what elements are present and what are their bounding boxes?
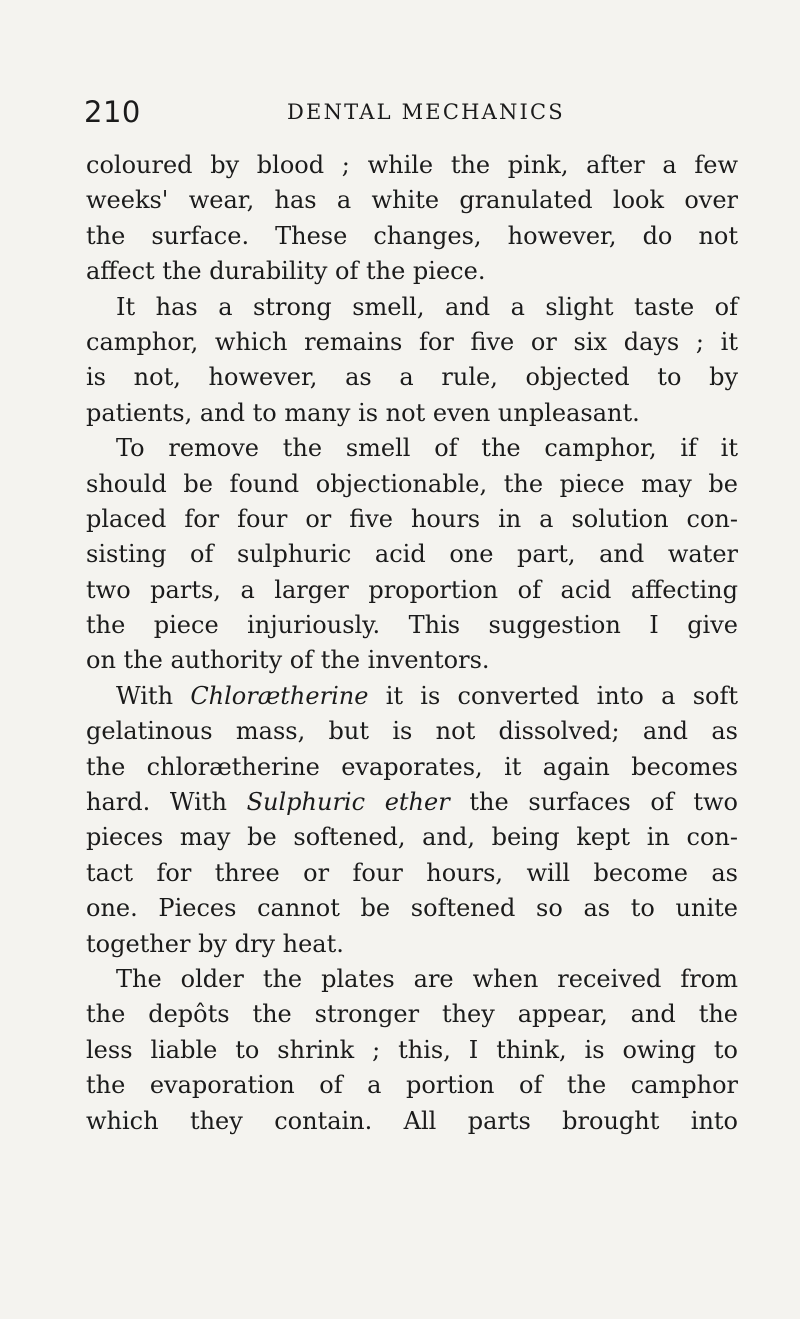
running-title: DENTAL MECHANICS (287, 100, 565, 124)
text-line (86, 785, 738, 820)
text-line: is not, however, as a rule, objected to by (86, 363, 738, 392)
text-line: The older the plates are when received from (116, 964, 738, 993)
text-line: less liable to shrink ; this, I think, is owing to (86, 1035, 738, 1064)
text-line: weeks' wear, has a white granulated look over (86, 186, 738, 215)
text-line: the depôts the stronger they appear, and the (86, 1000, 738, 1029)
text-line: coloured by blood ; while the pink, after a few (86, 151, 738, 179)
text-segment: the surfaces of two (469, 788, 739, 817)
text-line: patients, and to many is not even unpleasant. (86, 398, 640, 427)
text-line: the chlorætherine evaporates, it again becomes (86, 752, 738, 781)
text-line (86, 679, 738, 714)
italic-term: Chlorætherine (190, 681, 369, 710)
text-line: two parts, a larger proportion of acid affecting (86, 575, 738, 604)
text-line: To remove the smell of the camphor, if it (116, 434, 738, 463)
text-line: It has a strong smell, and a slight taste of (116, 292, 738, 321)
text-line: should be found objectionable, the piece may be (86, 469, 738, 498)
text-line: sisting of sulphuric acid one part, and water (86, 540, 738, 569)
text-line: tact for three or four hours, will become as (86, 858, 738, 887)
text-segment: With (116, 681, 174, 710)
running-head (84, 92, 724, 132)
text-line: together by dry heat. (86, 929, 344, 958)
text-line: which they contain. All parts brought into (86, 1106, 738, 1135)
text-line: pieces may be softened, and, being kept in con- (86, 823, 738, 852)
italic-term: Sulphuric ether (246, 788, 450, 817)
text-line: the piece injuriously. This suggestion I give (86, 611, 738, 640)
body-text (86, 148, 738, 1139)
text-line: one. Pieces cannot be softened so as to unite (86, 894, 738, 923)
text-line: placed for four or five hours in a solution con- (86, 504, 738, 533)
text-line: the surface. These changes, however, do not (86, 221, 738, 250)
text-line: camphor, which remains for five or six days ; it (86, 327, 738, 356)
text-line: affect the durability of the piece. (86, 257, 486, 286)
text-line: on the authority of the inventors. (86, 646, 490, 675)
page-number: 210 (84, 95, 141, 129)
text-line: gelatinous mass, but is not dissolved; and as (86, 717, 738, 746)
text-segment: hard. With (86, 788, 227, 817)
text-segment: it is converted into a soft (385, 681, 738, 710)
text-line: the evaporation of a portion of the camphor (86, 1071, 738, 1100)
